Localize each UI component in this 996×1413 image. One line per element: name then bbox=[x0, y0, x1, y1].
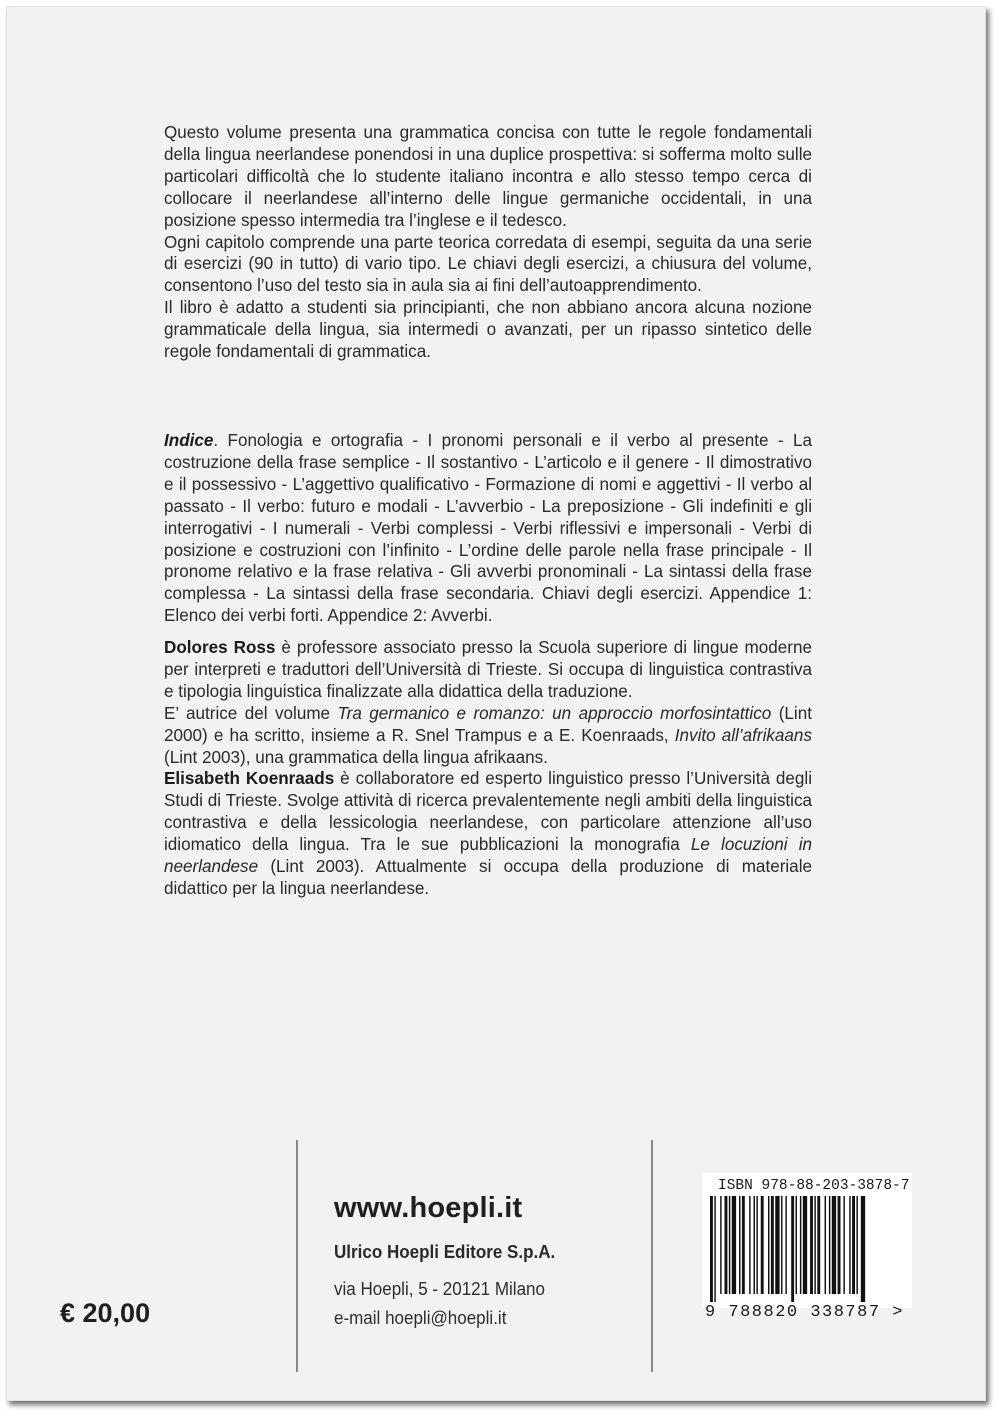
author-1-works-c: (Lint 2003), una grammatica della lingua afrikaans. bbox=[164, 747, 548, 767]
barcode-bar bbox=[729, 1196, 730, 1294]
barcode-bar bbox=[803, 1196, 807, 1294]
barcode-bar bbox=[732, 1196, 736, 1294]
barcode-icon bbox=[710, 1196, 902, 1302]
index-label: Indice bbox=[164, 431, 214, 450]
author-1-bio bbox=[164, 637, 812, 703]
barcode-bar bbox=[791, 1196, 794, 1302]
publisher-website: www.hoepli.it bbox=[334, 1192, 523, 1224]
isbn-number: ISBN 978-88-203-3878-7 bbox=[718, 1178, 910, 1194]
author-bios bbox=[164, 637, 812, 900]
author-1-works-a: E’ autrice del volume bbox=[164, 703, 338, 723]
author-2-bio bbox=[164, 768, 812, 899]
book-description bbox=[164, 122, 812, 363]
barcode-bar bbox=[781, 1196, 782, 1294]
barcode-bar bbox=[814, 1196, 815, 1294]
author-1-text: è professore associato presso la Scuola superiore di lingue moderne per interpreti e traduttori dell’Università di Trieste. Si occupa di linguistica contrastiva e tipologia linguistica finalizzate alla didattica della traduzione. bbox=[164, 638, 812, 701]
author-1-works bbox=[164, 703, 812, 769]
description-paragraph-3: Il libro è adatto a studenti sia principianti, che non abbiano ancora alcuna nozione grammaticale della lingua, sia intermedi o avanzati, per un ripasso sintetico delle regole fondamentali di grammatica. bbox=[164, 298, 812, 362]
barcode-bar bbox=[810, 1196, 813, 1294]
author-2-text-b: (Lint 2003). Attualmente si occupa della produzione di materiale didattico per la lingua neerlandese. bbox=[164, 857, 812, 898]
description-paragraph-2: Ogni capitolo comprende una parte teorica corredata di esempi, seguita da una serie di esercizi (90 in tutto) di vario tipo. Le chiavi degli esercizi, a chiusura del volume, consentono l’uso del testo sia in aula sia ai fini dell’autoapprendimento. bbox=[164, 232, 812, 296]
barcode-bar bbox=[796, 1196, 797, 1294]
author-2-text-a: è collaboratore ed esperto linguistico presso l’Università degli Studi di Trieste. Svolge attività di ricerca prevalentemente negli ambiti della linguistica contrastiva e della lessicologia neerlandese, con particolare attenzione all’uso idiomatico della lingua. Tra le sue pubblicazioni la monografia bbox=[164, 769, 812, 855]
author-2-name: Elisabeth Koenraads bbox=[164, 769, 335, 789]
barcode-digits: 9 788820 338787 > bbox=[705, 1303, 904, 1322]
barcode-bar bbox=[720, 1196, 721, 1294]
barcode-bar bbox=[838, 1196, 841, 1294]
barcode-bar bbox=[749, 1196, 750, 1294]
barcode-bar bbox=[849, 1196, 850, 1294]
barcode-bar bbox=[768, 1196, 769, 1294]
barcode-bar bbox=[832, 1196, 836, 1294]
publisher-email: e-mail hoepli@hoepli.it bbox=[334, 1307, 507, 1328]
barcode-bar bbox=[852, 1196, 855, 1294]
author-2-book-title: Le locuzioni in neerlandese bbox=[164, 835, 812, 877]
barcode-bar bbox=[756, 1196, 757, 1294]
author-1-works-b: (Lint 2000) e ha scritto, insieme a R. Snel Trampus e a E. Koenraads, bbox=[164, 703, 812, 745]
price-label: € 20,00 bbox=[60, 1298, 151, 1328]
divider-left bbox=[296, 1140, 298, 1372]
barcode-bar bbox=[825, 1196, 826, 1294]
publisher-name: Ulrico Hoepli Editore S.p.A. bbox=[334, 1241, 556, 1262]
barcode-bar bbox=[800, 1196, 801, 1294]
barcode-bar bbox=[861, 1196, 865, 1302]
author-1-name: Dolores Ross bbox=[164, 638, 276, 657]
barcode-bar bbox=[725, 1196, 728, 1294]
barcode-bar bbox=[710, 1196, 713, 1302]
barcode-bar bbox=[771, 1196, 774, 1294]
barcode-bar bbox=[843, 1196, 844, 1294]
barcode-bar bbox=[761, 1196, 764, 1294]
publisher-address: via Hoepli, 5 - 20121 Milano bbox=[334, 1278, 545, 1299]
author-1-book-title-1: Tra germanico e romanzo: un approccio morfosintattico bbox=[337, 703, 772, 723]
barcode-bar bbox=[829, 1196, 830, 1294]
index-text: . Fonologia e ortografia - I pronomi personali e il verbo al presente - La costruzione della frase semplice - Il sostantivo - L’articolo e il genere - Il dimostrativo e il possessivo - L’aggettivo qualificativo - Formazione di nomi e aggettivi - Il verbo al passato - Il verbo: futuro e modali - L’avverbio - La preposizione - Gli indefiniti e gli interrogativi - I numerali - Verbi complessi - Verbi riflessivi e impersonali - Verbi di posizione e costruzioni con l’infinito - L’ordine delle parole nella frase principale - Il pronome relativo e la frase relativa - Gli avverbi pronominali - La sintassi della frase complessa - La sintassi della frase secondaria. Chiavi degli esercizi. Appendice 1: Elenco dei verbi forti. Appendice 2: Avverbi. bbox=[164, 431, 812, 626]
table-of-contents bbox=[164, 430, 812, 627]
barcode-bar bbox=[742, 1196, 745, 1294]
author-1-book-title-2: Invito all’afrikaans bbox=[674, 725, 812, 745]
barcode-bar bbox=[817, 1196, 820, 1294]
description-paragraph-1: Questo volume presenta una grammatica concisa con tutte le regole fondamentali della lingua neerlandese ponendosi in una duplice prospettiva: si sofferma molto sulle particolari difficoltà che lo studente italiano incontra e allo stesso tempo cerca di collocare il neerlandese all’interno delle lingue germaniche occidentali, in una posizione spesso intermedia tra l’inglese e il tedesco. bbox=[164, 123, 812, 230]
barcode-bar bbox=[856, 1196, 857, 1294]
barcode-bar bbox=[775, 1196, 779, 1294]
barcode-bar bbox=[785, 1196, 786, 1294]
barcode-bar bbox=[739, 1196, 740, 1294]
barcode-bar bbox=[754, 1196, 755, 1294]
divider-right bbox=[651, 1140, 653, 1372]
barcode-bar bbox=[714, 1196, 715, 1302]
